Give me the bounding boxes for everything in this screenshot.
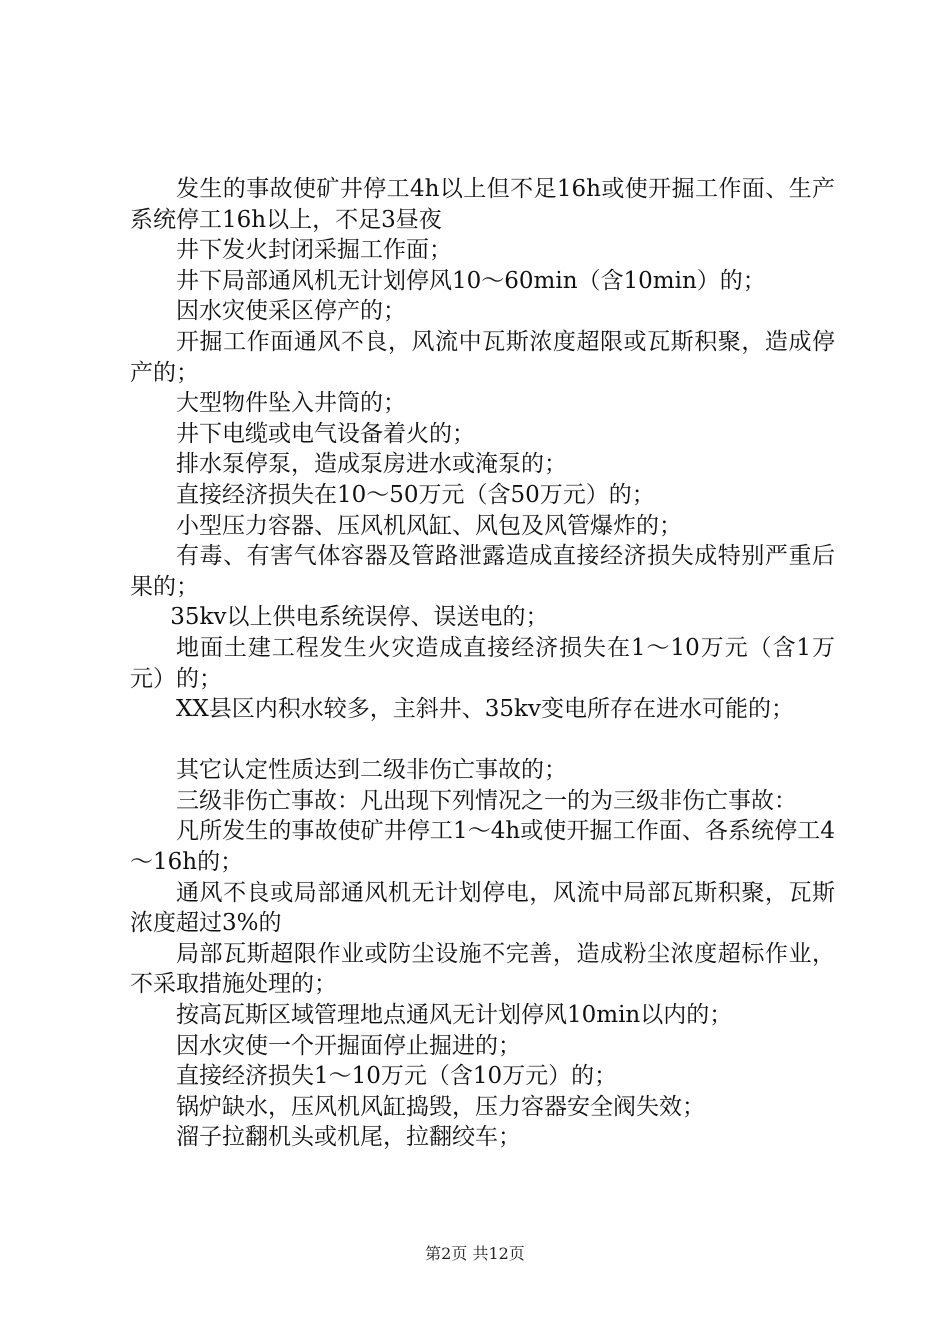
paragraph: 凡所发生的事故使矿井停工1～4h或使开掘工作面、各系统停工4～16h的；: [130, 818, 835, 876]
paragraph: 三级非伤亡事故：凡出现下列情况之一的为三级非伤亡事故：: [176, 787, 797, 814]
paragraph: 直接经济损失1～10万元（含10万元）的；: [176, 1063, 618, 1090]
document-body: [130, 174, 835, 1153]
paragraph: XX县区内积水较多，主斜井、35kv变电所存在进水可能的；: [176, 696, 794, 723]
paragraph: 因水灾使采区停产的；: [176, 298, 406, 325]
paragraph: 有毒、有害气体容器及管路泄露造成直接经济损失成特别严重后果的；: [130, 543, 835, 600]
paragraph: 局部瓦斯超限作业或防尘设施不完善，造成粉尘浓度超标作业，不采取措施处理的；: [130, 940, 835, 998]
paragraph: 直接经济损失在10～50万元（含50万元）的；: [176, 481, 655, 508]
paragraph: 井下局部通风机无计划停风10～60min（含10min）的；: [176, 267, 766, 294]
page-number-label: 第2页 共12页: [425, 1244, 525, 1263]
paragraph: 发生的事故使矿井停工4h以上但不足16h或使开掘工作面、生产系统停工16h以上，不足3昼夜: [130, 176, 835, 233]
paragraph: 开掘工作面通风不良，风流中瓦斯浓度超限或瓦斯积聚，造成停产的；: [130, 328, 835, 386]
paragraph: 井下电缆或电气设备着火的；: [176, 420, 475, 447]
paragraph: 因水灾使一个开掘面停止掘进的；: [176, 1032, 521, 1059]
paragraph: 井下发火封闭采掘工作面；: [176, 237, 452, 264]
page-footer: [0, 1244, 950, 1264]
paragraph: 锅炉缺水，压风机风缸捣毁，压力容器安全阀失效；: [176, 1093, 705, 1120]
paragraph: 排水泵停泵，造成泵房进水或淹泵的；: [176, 451, 567, 478]
paragraph: 通风不良或局部通风机无计划停电，风流中局部瓦斯积聚，瓦斯浓度超过3%的: [130, 879, 835, 937]
paragraph: 大型物件坠入井筒的；: [176, 390, 406, 417]
paragraph: 其它认定性质达到二级非伤亡事故的；: [176, 757, 567, 784]
paragraph: 按高瓦斯区域管理地点通风无计划停风10min以内的；: [176, 1002, 733, 1029]
blank-line: [130, 725, 835, 756]
paragraph: 地面土建工程发生火灾造成直接经济损失在1～10万元（含1万元）的；: [130, 634, 835, 692]
paragraph: 溜子拉翻机头或机尾，拉翻绞车；: [176, 1124, 521, 1151]
paragraph: 小型压力容器、压风机风缸、风包及风管爆炸的；: [176, 512, 682, 539]
paragraph: 35kv以上供电系统误停、误送电的；: [170, 604, 549, 631]
